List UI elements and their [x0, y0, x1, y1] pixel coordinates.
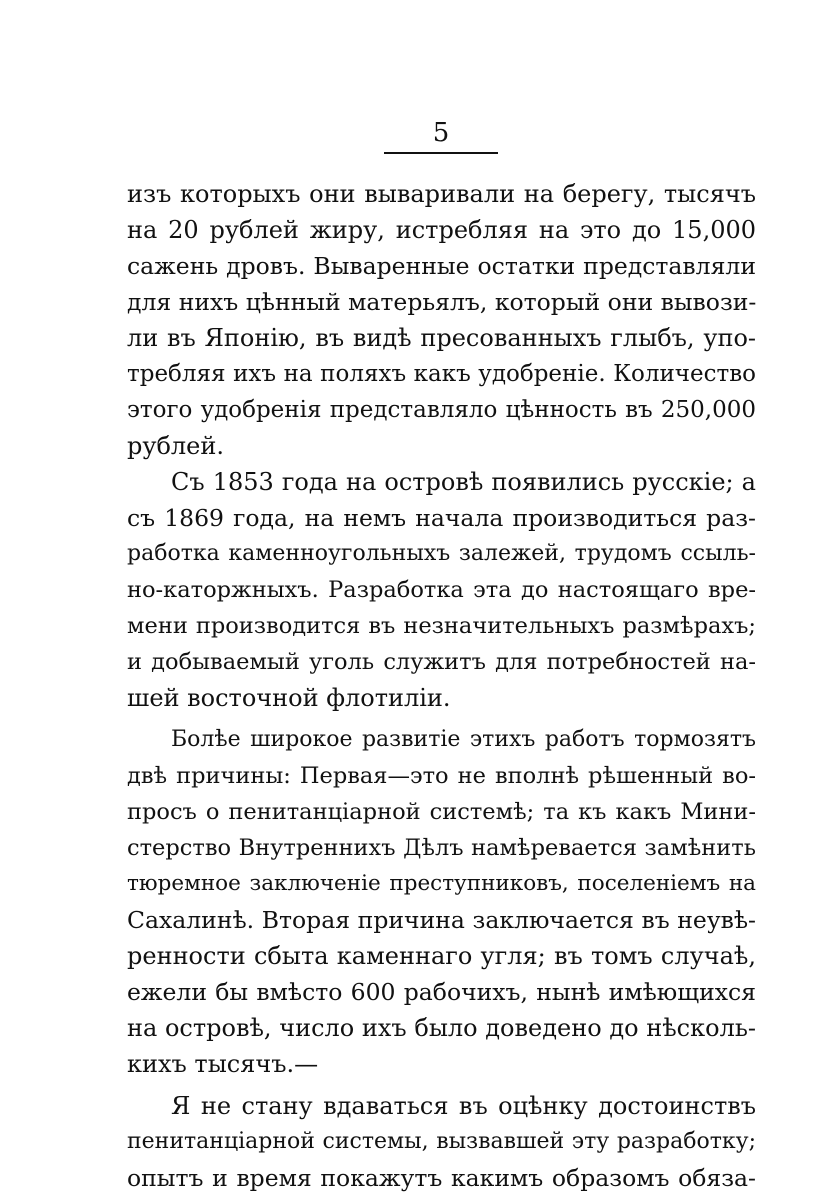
text-line: ренности сбыта каменнаго угля; въ томъ случаѣ, — [127, 942, 756, 970]
text-line: на островѣ, число ихъ было доведено до нѣсколь- — [127, 1014, 756, 1042]
text-line: съ 1869 года, на немъ начала производиться раз- — [127, 504, 756, 532]
text-line: ежели бы вмѣсто 600 рабочихъ, нынѣ имѣющихся — [127, 978, 756, 1006]
text-line: изъ которыхъ они вываривали на берегу, тысячъ — [127, 180, 756, 208]
text-line: на 20 рублей жиру, истребляя на это до 15,000 — [127, 216, 756, 244]
text-line: мени производится въ незначительныхъ размѣрахъ; — [127, 613, 756, 639]
text-line: рублей. — [127, 432, 225, 460]
text-line: Сахалинѣ. Вторая причина заключается въ неувѣ- — [127, 906, 756, 934]
text-line: опытъ и время покажутъ какимъ образомъ обяза- — [127, 1164, 756, 1192]
text-line: кихъ тысячъ.— — [127, 1050, 319, 1078]
text-line: Съ 1853 года на островѣ появились русскіе; а — [171, 468, 756, 496]
text-line: для нихъ цѣнный матерьялъ, который они вывози- — [127, 288, 757, 316]
text-line: двѣ причины: Первая—это не вполнѣ рѣшенный во- — [127, 763, 756, 789]
text-line: требляя ихъ на поляхъ какъ удобреніе. Количество — [127, 361, 756, 387]
text-line: работка каменноугольныхъ залежей, трудомъ ссыль- — [127, 541, 756, 566]
text-line: Болѣе широкое развитіе этихъ работъ тормозятъ — [171, 727, 756, 752]
text-line: тюремное заключеніе преступниковъ, поселеніемъ на — [127, 871, 756, 896]
text-line: ли въ Японію, въ видѣ пресованныхъ глыбъ, упо- — [127, 324, 756, 352]
text-line: сажень дровъ. Вываренные остатки представляли — [127, 252, 756, 280]
text-line: и добываемый уголь служитъ для потребностей на- — [127, 649, 756, 675]
text-line: пенитанціарной системы, вызвавшей эту разработку; — [127, 1129, 756, 1154]
text-line: стерство Внутреннихъ Дѣлъ намѣревается замѣнить — [127, 835, 756, 861]
text-line: но-каторжныхъ. Разработка эта до настоящаго вре- — [127, 577, 756, 603]
body-text — [127, 176, 756, 1196]
page-number-rule — [384, 152, 498, 154]
text-line: этого удобренія представляло цѣнность въ 250,000 — [127, 397, 756, 423]
text-line: Я не стану вдаваться въ оцѣнку достоинствъ — [171, 1092, 756, 1120]
text-line: просъ о пенитанціарной системѣ; та къ какъ Мини- — [127, 799, 756, 825]
page-number: 5 — [432, 118, 450, 148]
text-line: шей восточной флотиліи. — [127, 684, 451, 712]
